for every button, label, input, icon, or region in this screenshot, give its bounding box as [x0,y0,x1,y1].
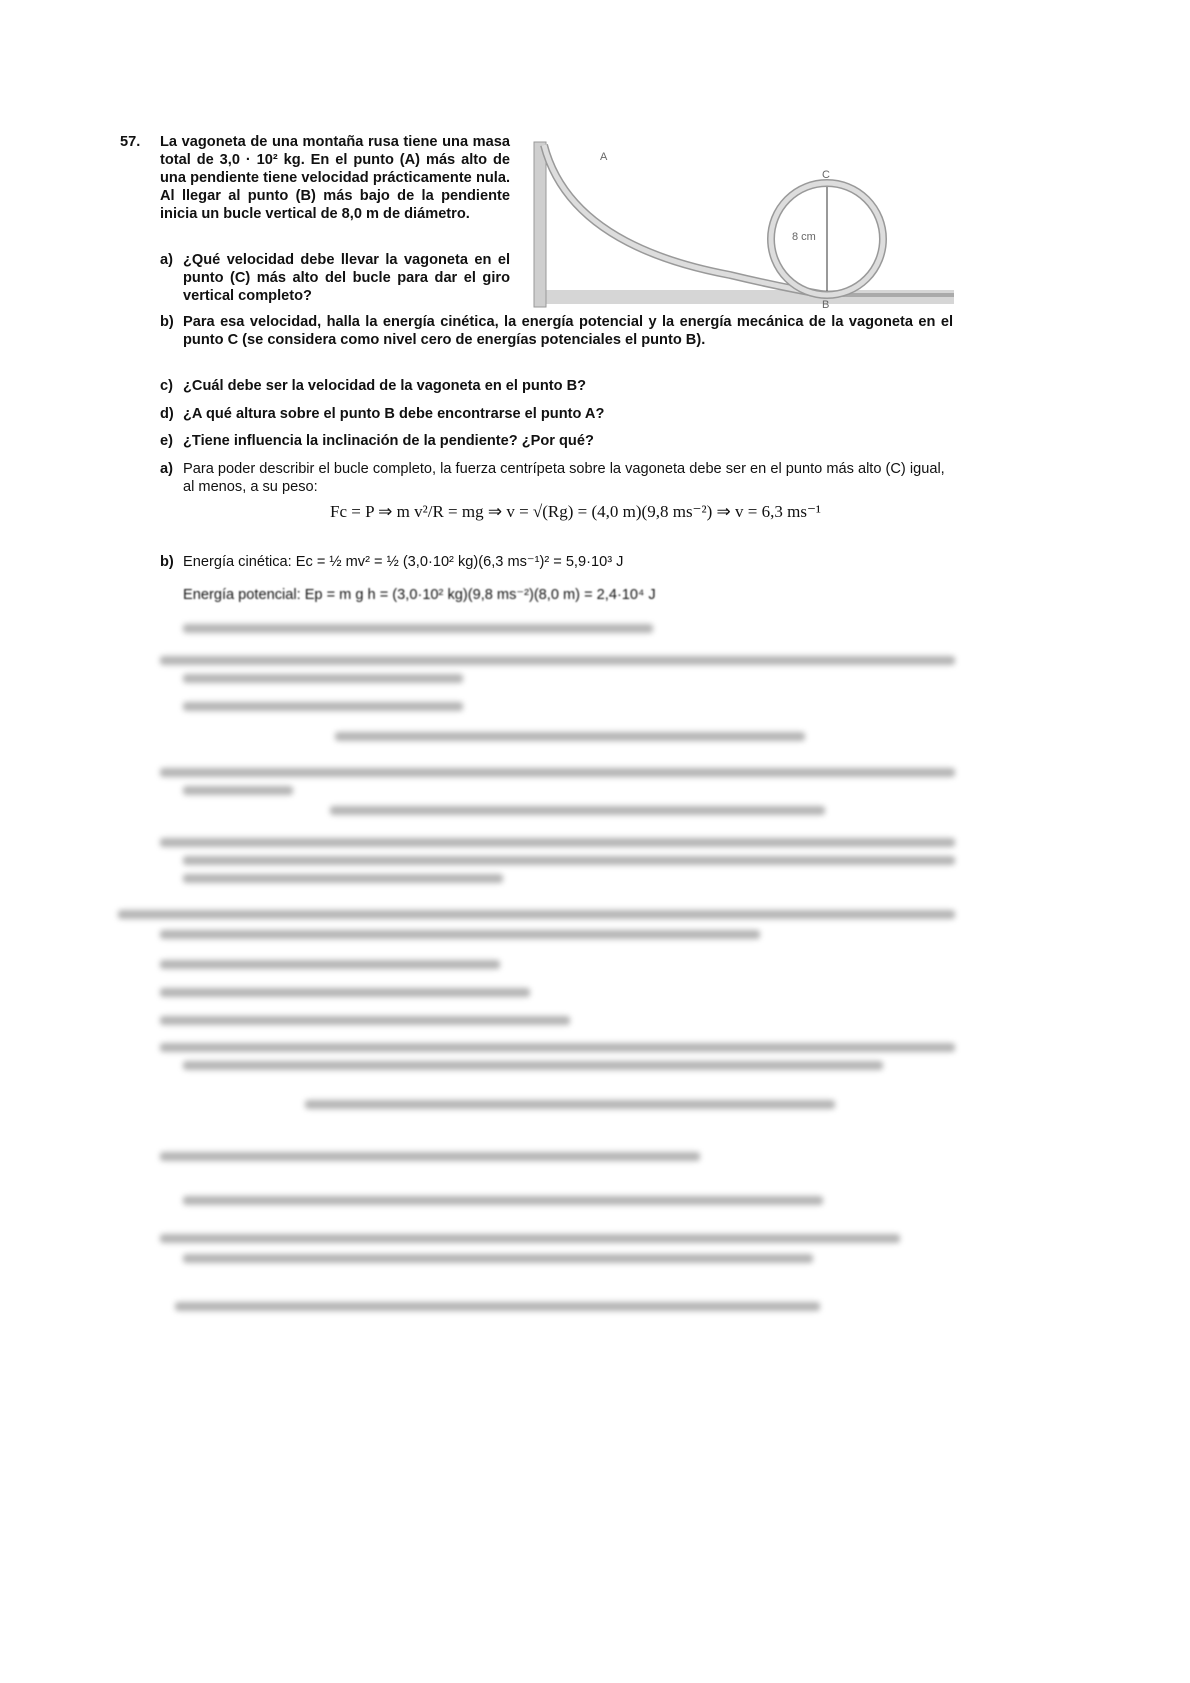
question-e-label: e) [160,433,173,449]
answer-a-formula: Fc = P ⇒ m v²/R = mg ⇒ v = √(Rg) = (4,0 m)(9,8 ms⁻²) ⇒ v = 6,3 ms⁻¹ [330,502,822,521]
question-d: ¿A qué altura sobre el punto B debe encontrarse el punto A? [183,406,605,422]
question-e: ¿Tiene influencia la inclinación de la pendiente? ¿Por qué? [183,433,594,449]
question-d-label: d) [160,406,174,422]
label-c: C [822,169,830,181]
label-b: B [822,299,830,310]
question-a: ¿Qué velocidad debe llevar la vagoneta en el punto (C) más alto del bucle para dar el giro vertical completo? [183,252,510,304]
support-wall [534,142,546,307]
roller-coaster-figure [530,125,960,310]
label-a: A [600,151,608,163]
question-c-label: c) [160,378,173,394]
question-a-label: a) [160,252,173,268]
answer-b-kinetic: Energía cinética: Ec = ½ mv² = ½ (3,0·10² kg)(6,3 ms⁻¹)² = 5,9·10³ J [183,554,624,570]
question-b-label: b) [160,314,174,330]
answer-a-text: Para poder describir el bucle completo, la fuerza centrípeta sobre la vagoneta debe ser en el punto más alto (C) igual, al menos, a su peso: [183,461,945,495]
answer-b-label: b) [160,554,174,570]
diameter-label: 8 cm [792,231,816,243]
question-c: ¿Cuál debe ser la velocidad de la vagoneta en el punto B? [183,378,587,394]
problem-number: 57. [120,134,141,150]
answer-b-potential: Energía potencial: Ep = m g h = (3,0·10² kg)(9,8 ms⁻²)(8,0 m) = 2,4·10⁴ J [183,587,656,603]
question-b: Para esa velocidad, halla la energía cinética, la energía potencial y la energía mecánica de la vagoneta en el punto C (se considera como nivel cero de energías potenciales el punto B). [183,314,953,348]
answer-a-label: a) [160,461,173,477]
problem-statement: La vagoneta de una montaña rusa tiene una masa total de 3,0 · 10² kg. En el punto (A) más alto de una pendiente tiene velocidad prácticamente nula. Al llegar al punto (B) más bajo de la pendiente inicia un bucle vertical de 8,0 m de diámetro. [160,134,510,222]
